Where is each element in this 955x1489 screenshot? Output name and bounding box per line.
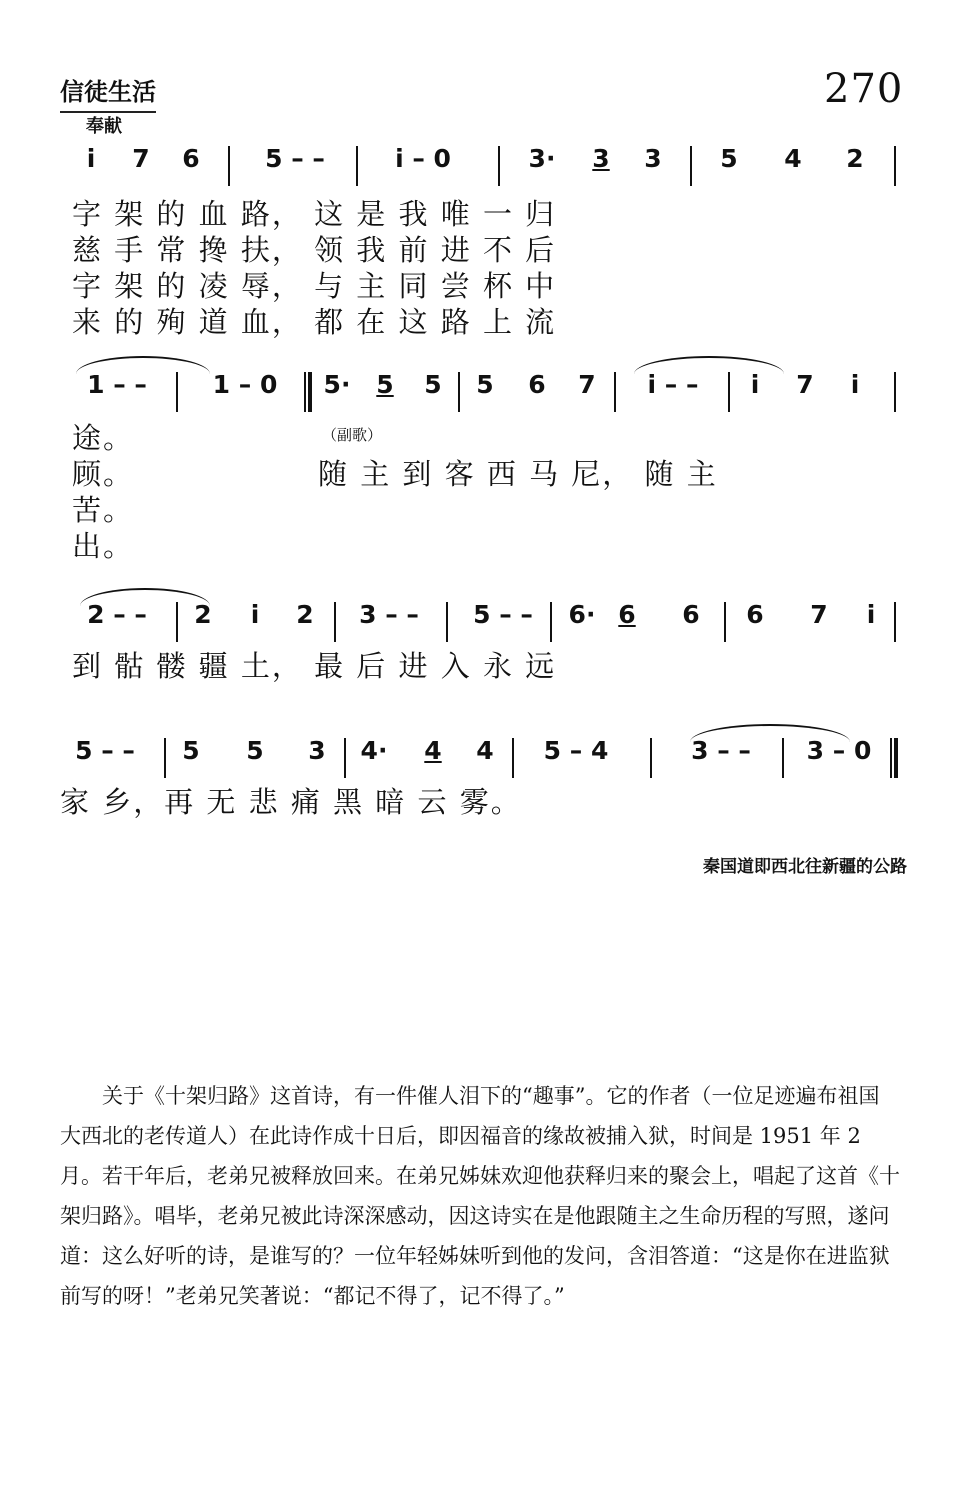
- bar-line: [894, 146, 896, 186]
- note: i: [866, 600, 876, 629]
- lyric-verse-3: 字 架 的 凌 辱， 与 主 同 尝 杯 中: [72, 269, 557, 303]
- note: 2: [846, 144, 864, 173]
- note: 2: [296, 600, 314, 629]
- bar-line: [512, 738, 514, 778]
- lyric-verse-4: 来 的 殉 道 血， 都 在 这 路 上 流: [72, 305, 557, 339]
- paragraph-text: 关于《十架归路》这首诗，有一件催人泪下的“趣事”。它的作者（一位足迹遍布祖国大西北的老传道人）在此诗作成十日后，即因福音的缘故被捕入狱，时间是 1951 年 2 月。若干年后，老弟兄被释放回来。在弟兄姊妹欢迎他获释归来的聚会上，唱起了这首《十架归路》。唱毕，老弟兄被此诗深深感动，因这诗实在是他跟随主之生命历程的写照，遂问道：这么好听的诗，是谁写的？一位年轻姊妹听到他的发问，含泪答道：“这是你在进监狱前写的呀！”老弟兄笑著说：“都记不得了，记不得了。”: [60, 1084, 900, 1308]
- note: 6: [682, 600, 700, 629]
- bar-line: [894, 372, 896, 412]
- bar-line: [650, 738, 652, 778]
- bar-line: [458, 372, 460, 412]
- note: 1 – 0: [212, 370, 278, 399]
- bar-line: [724, 602, 726, 642]
- note: 7: [132, 144, 150, 173]
- note: 5 – –: [265, 144, 325, 173]
- bar-line: [356, 146, 358, 186]
- bar-line: [344, 738, 346, 778]
- note: 6: [528, 370, 546, 399]
- bar-line: [164, 738, 166, 778]
- bar-line: [176, 602, 178, 642]
- bar-line: [690, 146, 692, 186]
- lyric-verse-3: 苦。: [72, 493, 135, 527]
- bar-line: [894, 602, 896, 642]
- note: 5: [476, 370, 494, 399]
- note: 3: [308, 736, 326, 765]
- note: 6·: [568, 600, 596, 629]
- note: 3: [592, 144, 610, 173]
- bar-line: [498, 146, 500, 186]
- bar-line: [176, 372, 178, 412]
- note: 3 – –: [691, 736, 751, 765]
- note: 5: [182, 736, 200, 765]
- notation-line: [60, 736, 900, 784]
- note: 4: [424, 736, 442, 765]
- lyric-verse-2: 慈 手 常 搀 扶， 领 我 前 进 不 后: [72, 233, 557, 267]
- note: 4·: [360, 736, 388, 765]
- score-row-2: [60, 370, 900, 563]
- note: i: [850, 370, 860, 399]
- subsection-title: 奉献: [86, 116, 122, 137]
- note: 3 – –: [359, 600, 419, 629]
- lyric-verse-1: 途。: [72, 421, 135, 455]
- bar-line: [228, 146, 230, 186]
- note: 3 – 0: [806, 736, 872, 765]
- bar-line: [782, 738, 784, 778]
- note: 7: [810, 600, 828, 629]
- note: 6: [746, 600, 764, 629]
- final-bar-line: [890, 738, 898, 778]
- chorus-label: （副歌）: [322, 426, 383, 444]
- note: 5: [246, 736, 264, 765]
- chorus-lyric: 随 主 到 客 西 马 尼， 随 主: [318, 457, 718, 491]
- note: 5: [424, 370, 442, 399]
- notation-line: [60, 144, 900, 192]
- lyric-verse-4: 出。: [72, 529, 135, 563]
- note: 3·: [528, 144, 556, 173]
- score-row-4: [60, 736, 900, 819]
- note: 2: [194, 600, 212, 629]
- note: 6: [618, 600, 636, 629]
- bar-line: [334, 602, 336, 642]
- score-row-3: [60, 600, 900, 683]
- note: 3: [644, 144, 662, 173]
- page-number: 270: [824, 66, 904, 112]
- note: 7: [796, 370, 814, 399]
- notation-line: [60, 370, 900, 418]
- note: 5: [720, 144, 738, 173]
- bar-line: [614, 372, 616, 412]
- note: 7: [578, 370, 596, 399]
- section-title: 信徒生活: [60, 72, 156, 113]
- lyric-verse-2: 顾。: [72, 457, 135, 491]
- note: 5 – 4: [543, 736, 609, 765]
- notation-line: [60, 600, 900, 648]
- score-row-1: [60, 144, 900, 339]
- lyric-line: 家 乡，再 无 悲 痛 黑 暗 云 雾。: [60, 785, 522, 819]
- note: i – –: [647, 370, 699, 399]
- note: i: [750, 370, 760, 399]
- note: 5 – –: [473, 600, 533, 629]
- note: 1 – –: [87, 370, 147, 399]
- story-paragraph: [60, 1076, 900, 1316]
- note: 5: [376, 370, 394, 399]
- double-bar-line: [304, 372, 312, 412]
- footnote: 秦国道即西北往新疆的公路: [703, 857, 907, 877]
- note: i: [250, 600, 260, 629]
- note: 4: [476, 736, 494, 765]
- note: 6: [182, 144, 200, 173]
- lyric-line: 到 骷 髅 疆 土， 最 后 进 入 永 远: [72, 649, 557, 683]
- lyric-verse-1: 字 架 的 血 路， 这 是 我 唯 一 归: [72, 197, 557, 231]
- note: 4: [784, 144, 802, 173]
- bar-line: [728, 372, 730, 412]
- bar-line: [446, 602, 448, 642]
- note: 5·: [323, 370, 351, 399]
- note: 5 – –: [75, 736, 135, 765]
- note: i: [86, 144, 96, 173]
- bar-line: [550, 602, 552, 642]
- note: i – 0: [395, 144, 451, 173]
- note: 2 – –: [87, 600, 147, 629]
